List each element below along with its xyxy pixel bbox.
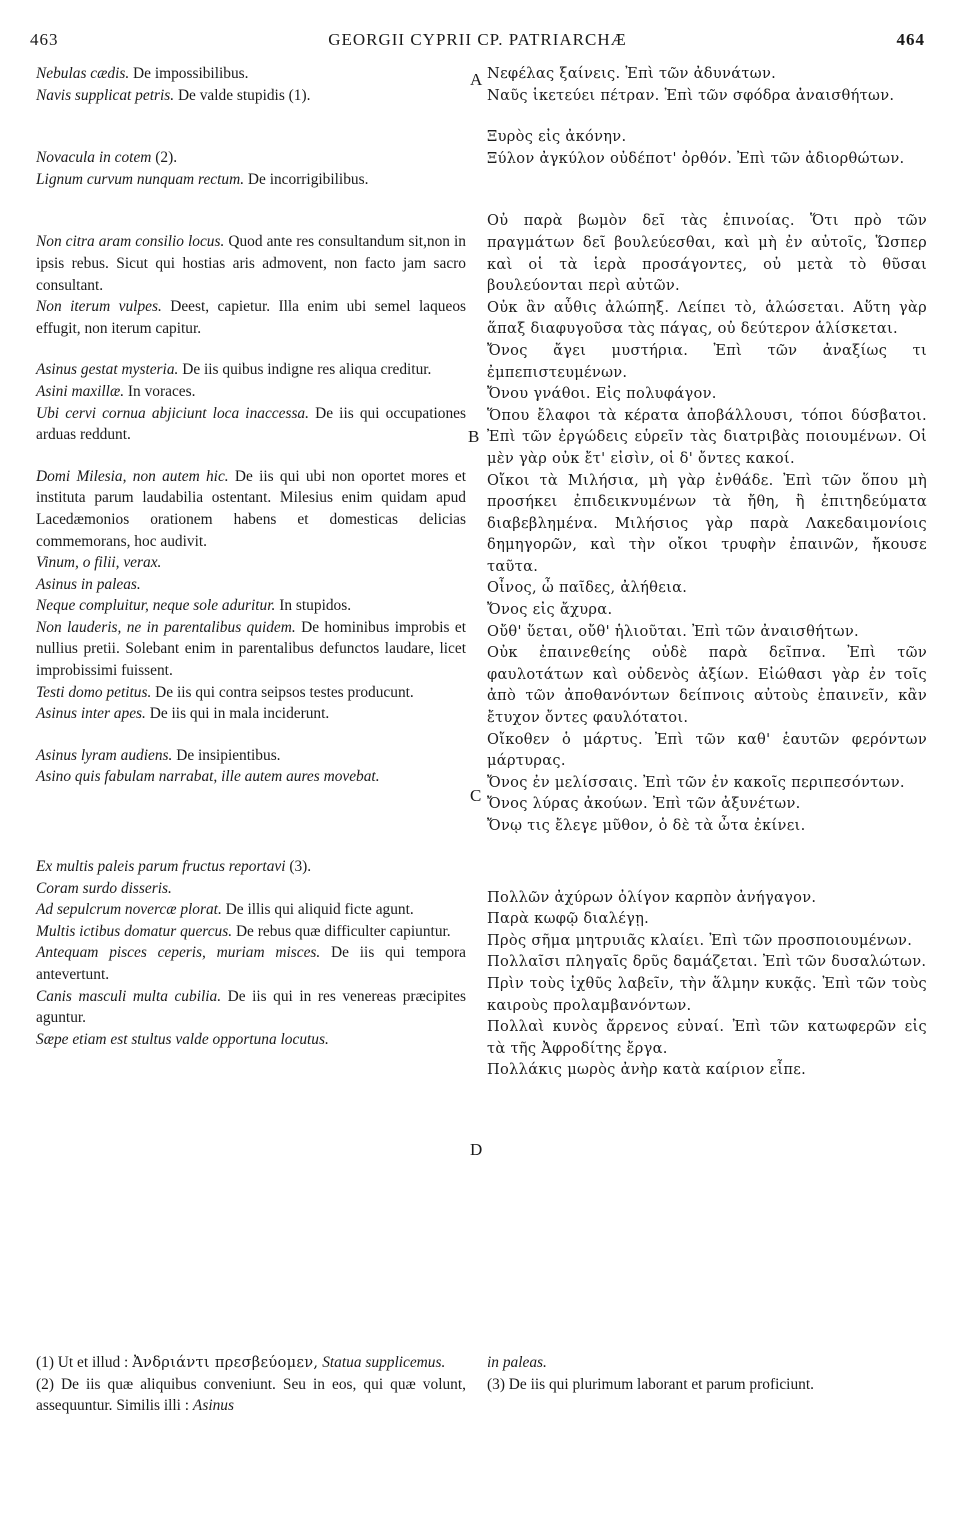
greek-entry: Ὄνος ἐν μελίσσαις. Ἐπὶ τῶν ἐν κακοῖς περιπεσόντων.	[487, 773, 905, 791]
greek-entry: Ναῦς ἱκετεύει πέτραν. Ἐπὶ τῶν σφόδρα ἀναισθήτων.	[487, 86, 895, 104]
latin-entry: Testi domo petitus. De iis qui contra seipsos testes producunt.	[36, 683, 414, 701]
latin-entry: Lignum curvum nunquam rectum. De incorrigibilibus.	[36, 170, 369, 188]
greek-column	[487, 63, 927, 1081]
latin-entry: Non iterum vulpes. Deest, capietur. Illa enim ubi semel laqueos effugit, non iterum capitur.	[36, 298, 466, 337]
section-marker-a: A	[470, 70, 483, 89]
footnote-2: (2) De iis quæ aliquibus conveniunt. Seu in eos, qui quæ volunt, assequuntur. Similis illi : Asinus	[36, 1375, 466, 1415]
section-marker-b: B	[468, 427, 480, 446]
page-number-right: 464	[896, 30, 925, 49]
latin-entry: Ubi cervi cornua abjiciunt loca inaccessa. De iis qui occupationes arduas reddunt.	[36, 404, 466, 444]
latin-entry: Asini maxillæ. In voraces.	[36, 382, 196, 400]
greek-entry: Πολλῶν ἀχύρων ὀλίγον καρπὸν ἀνήγαγον.	[487, 888, 817, 906]
latin-entry: Novacula in cotem (2).	[36, 149, 178, 167]
footnote-2-continued: in paleas.	[487, 1354, 547, 1371]
latin-entry: Asinus gestat mysteria. De iis quibus indigne res aliqua creditur.	[36, 361, 432, 379]
latin-entry: Non citra aram consilio locus. Quod ante res consultandum sit,non in ipsis rebus. Sicut qui hostias aris admovent, non facto jam sacro consultant.	[36, 233, 466, 294]
footnotes-right	[487, 1352, 927, 1395]
latin-entry: Vinum, o filii, verax.	[36, 554, 162, 572]
latin-entry: Multis ictibus domatur quercus. De rebus quæ difficulter capiuntur.	[36, 922, 451, 940]
greek-entry: Πρὸς σῆμα μητρυιᾶς κλαίει. Ἐπὶ τῶν προσποιουμένων.	[487, 931, 913, 949]
greek-entry: Οὐκ ἐπαινεθείης οὐδὲ παρὰ δεῖπνα. Ἐπὶ τῶν φαυλοτάτων καὶ οὐδενὸς ἀξίων. Εἰώθασι γὰρ ἐν τοῖς ἀπὸ τῶν ἀποθανόντων δείπνοις αὐτοὺς ἐπαινεῖν, κἂν ἔτυχον ὄντες φαυλότατοι.	[487, 644, 927, 727]
greek-entry: Πολλαὶ κυνὸς ἄρρενος εὐναί. Ἐπὶ τῶν κατωφερῶν εἰς τὰ τῆς Ἀφροδίτης ἔργα.	[487, 1018, 927, 1057]
latin-entry: Asinus in paleas.	[36, 575, 141, 593]
latin-entry: Canis masculi multa cubilia. De iis qui in res venereas præcipites aguntur.	[36, 987, 466, 1027]
greek-entry: Πολλαῖσι πληγαῖς δρῦς δαμάζεται. Ἐπὶ τῶν δυσαλώτων.	[487, 953, 927, 971]
latin-entry: Navis supplicat petris. De valde stupidis (1).	[36, 86, 311, 104]
greek-entry: Οἴκοι τὰ Μιλήσια, μὴ γὰρ ἐνθάδε. Ἐπὶ τῶν ὅπου μὴ προσήκει ἐπιδεικνυμένων τὰ ἤθη, ἢ ἐπιτηδεύματα διαβεβλημένα. Μιλήσιος γὰρ παρὰ Λακεδαιμονίοις δημηγορῶν, καὶ τὴν οἴκοι τρυφὴν ἐπαινῶν, ἤκουσε ταῦτα.	[487, 471, 927, 575]
greek-entry: Νεφέλας ξαίνεις. Ἐπὶ τῶν ἀδυνάτων.	[487, 65, 777, 82]
greek-entry: Ὄνου γνάθοι. Εἰς πολυφάγον.	[487, 385, 717, 403]
latin-entry: Asinus lyram audiens. De insipientibus.	[36, 746, 281, 764]
page-header	[30, 30, 925, 56]
greek-entry: Ὅπου ἔλαφοι τὰ κέρατα ἀποβάλλουσι, τόποι δύσβατοι. Ἐπὶ τῶν ἐργώδεις εὑρεῖν τὰς διατριβὰς ποιουμένων. Οἱ μὲν γὰρ οὐκ ἔτ' εἰσὶν, οἱ δ' ὄντες κακοί.	[487, 406, 927, 467]
latin-entry: Neque compluitur, neque sole aduritur. In stupidos.	[36, 597, 352, 615]
greek-entry: Ὄνος λύρας ἀκούων. Ἐπὶ τῶν ἀξυνέτων.	[487, 795, 801, 813]
running-title: GEORGII CYPRII CP. PATRIARCHÆ	[328, 30, 627, 49]
greek-entry: Ὄνος εἰς ἄχυρα.	[487, 601, 613, 619]
latin-column	[36, 63, 466, 1050]
section-marker-c: C	[470, 786, 482, 805]
greek-entry: Ξυρὸς εἰς ἀκόνην.	[487, 128, 627, 146]
greek-entry: Ὄνος ἄγει μυστήρια. Ἐπὶ τῶν ἀναξίως τι ἐμπεπιστευμένων.	[487, 341, 927, 381]
greek-entry: Οὔθ' ὕεται, οὔθ' ἡλιοῦται. Ἐπὶ τῶν ἀναισθήτων.	[487, 622, 859, 640]
latin-entry: Non lauderis, ne in parentalibus quidem. De hominibus improbis et nullius pretii. Solebant enim in parentalibus defunctos laudare, licet improbissimi fuissent.	[36, 618, 466, 680]
latin-entry: Ad sepulcrum novercæ plorat. De illis qui aliquid ficte agunt.	[36, 901, 414, 919]
greek-entry: Οὐ παρὰ βωμὸν δεῖ τὰς ἐπινοίας. Ὅτι πρὸ τῶν πραγμάτων δεῖ βουλεύεσθαι, καὶ μὴ ἐν αὐτοῖς, Ὥσπερ καὶ οἱ τὰ ἱερὰ προσάγοντες, οὐ μετὰ τὸ θῦσαι βουλεύονται περὶ αὐτῶν.	[487, 212, 927, 295]
latin-entry: Sæpe etiam est stultus valde opportuna locutus.	[36, 1030, 329, 1048]
section-marker-d: D	[470, 1140, 483, 1159]
greek-entry: Παρὰ κωφῷ διαλέγῃ.	[487, 910, 650, 928]
latin-entry: Asinus inter apes. De iis qui in mala inciderunt.	[36, 705, 330, 723]
greek-entry: Πολλάκις μωρὸς ἀνὴρ κατὰ καίριον εἶπε.	[487, 1061, 807, 1079]
latin-entry: Ex multis paleis parum fructus reportavi (3).	[36, 858, 312, 876]
greek-entry: Ξύλον ἀγκύλον οὐδέποτ' ὀρθόν. Ἐπὶ τῶν ἀδιορθώτων.	[487, 149, 905, 167]
footnote-1: (1) Ut et illud : Ἀνδριάντι πρεσβεύομεν, Statua supplicemus.	[36, 1354, 446, 1371]
greek-entry: Ὄνῳ τις ἔλεγε μῦθον, ὁ δὲ τὰ ὦτα ἐκίνει.	[487, 817, 806, 834]
greek-entry: Οἴκοθεν ὁ μάρτυς. Ἐπὶ τῶν καθ' ἑαυτῶν φερόντων μάρτυρας.	[487, 730, 927, 770]
latin-entry: Domi Milesia, non autem hic. De iis qui ubi non oportet mores et instituta parum laudabilia ostentant. Milesius enim quidam apud Lacedæmonios orationem habens et domesticas delicias commemorans, hoc audivit.	[36, 467, 466, 550]
latin-entry: Coram surdo disseris.	[36, 879, 172, 897]
footnote-3: (3) De iis qui plurimum laborant et parum proficiunt.	[487, 1375, 814, 1393]
latin-entry: Antequam pisces ceperis, muriam misces. De iis qui tempora antevertunt.	[36, 944, 466, 983]
greek-entry: Οἶνος, ὦ παῖδες, ἀλήθεια.	[487, 579, 688, 597]
footnotes-left	[36, 1352, 466, 1417]
greek-entry: Οὐκ ἂν αὖθις ἀλώπηξ. Λείπει τὸ, ἁλώσεται. Αὕτη γὰρ ἅπαξ διαφυγοῦσα τὰς πάγας, οὐ δεύτερον ἁλίσκεται.	[487, 298, 927, 338]
page-number-left: 463	[30, 30, 59, 49]
greek-entry: Πρὶν τοὺς ἰχθῦς λαβεῖν, τὴν ἅλμην κυκᾷς. Ἐπὶ τῶν τοὺς καιροὺς προλαμβανόντων.	[487, 974, 927, 1014]
latin-entry: Nebulas cædis. De impossibilibus.	[36, 65, 249, 82]
latin-entry: Asino quis fabulam narrabat, ille autem aures movebat.	[36, 768, 380, 786]
